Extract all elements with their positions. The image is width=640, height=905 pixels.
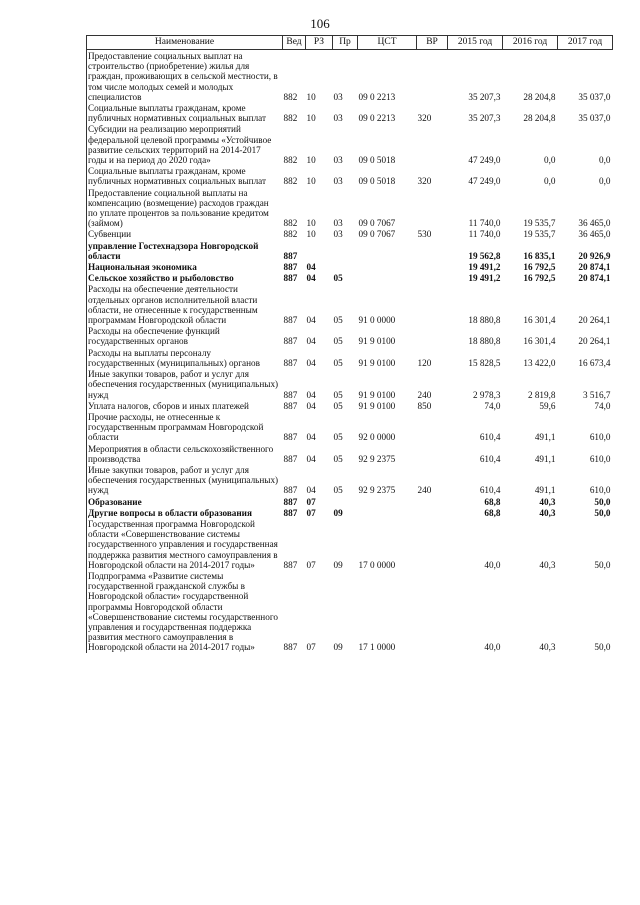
row-ved-cell: 887: [283, 389, 298, 400]
table-row: [87, 283, 613, 325]
table-row: [87, 518, 613, 570]
row-ved-cell: 887: [283, 357, 298, 368]
row-rz-cell: 07: [306, 642, 316, 653]
row-pr-cell: 03: [333, 155, 343, 166]
row-pr-cell: 05: [333, 485, 343, 496]
row-2017-cell: 0,0: [599, 176, 611, 187]
table-row: [87, 347, 613, 368]
row-name-cell: Другие вопросы в области образования: [87, 507, 283, 518]
row-ved-cell: 887: [283, 273, 298, 284]
table-row: [87, 261, 613, 272]
row-cst-cell: 91 0 0000: [358, 315, 396, 326]
row-cst-cell: 09 0 5018: [358, 155, 396, 166]
row-cst-cell: 92 9 2375: [358, 453, 396, 464]
row-name-cell: Мероприятия в области сельскохозяйственного производства: [87, 443, 283, 464]
row-vr-cell: [417, 123, 448, 165]
row-2015-cell: 74,0: [484, 400, 501, 411]
row-2017-cell: 20 874,1: [578, 273, 611, 284]
row-2015-cell: 11 740,0: [468, 229, 501, 240]
row-2016-cell: 16 792,5: [523, 273, 556, 284]
row-2016-cell: 40,3: [539, 496, 556, 507]
row-2016-cell: 491,1: [534, 453, 556, 464]
row-cst-cell: 91 9 0100: [358, 389, 396, 400]
row-2016-cell: 19 535,7: [523, 229, 556, 240]
row-pr-cell: 05: [333, 389, 343, 400]
table-row: [87, 368, 613, 400]
row-name-cell: Уплата налогов, сборов и иных платежей: [87, 400, 283, 411]
row-2016-cell: 2 819,8: [527, 389, 556, 400]
row-pr-cell: 05: [333, 273, 343, 284]
table-row: [87, 272, 613, 283]
table-row: [87, 570, 613, 653]
row-2016-cell: 491,1: [534, 432, 556, 443]
row-2017-cell: 36 465,0: [578, 229, 611, 240]
table-row: [87, 123, 613, 165]
table-row: [87, 411, 613, 443]
row-2017-cell: 16 673,4: [578, 357, 611, 368]
row-vr-cell: [417, 496, 448, 507]
row-ved-cell: 887: [283, 400, 298, 411]
row-2015-cell: 18 880,8: [468, 336, 501, 347]
row-name-cell: Образование: [87, 496, 283, 507]
row-2015-cell: 40,0: [484, 642, 501, 653]
row-2015-cell: 610,4: [479, 485, 501, 496]
row-2015-cell: 68,8: [484, 496, 501, 507]
table-row: [87, 400, 613, 411]
row-2017-cell: 0,0: [599, 155, 611, 166]
row-2015-cell: 47 249,0: [468, 176, 501, 187]
row-ved-cell: 882: [283, 155, 298, 166]
row-2015-cell: 18 880,8: [468, 315, 501, 326]
row-vr-cell: 240: [417, 485, 432, 496]
row-2017-cell: 610,0: [589, 485, 611, 496]
row-rz-cell: 10: [306, 176, 316, 187]
row-ved-cell: 887: [283, 262, 298, 273]
row-2017-cell: 3 516,7: [582, 389, 611, 400]
row-pr-cell: 03: [333, 229, 343, 240]
row-cst-cell: [358, 240, 417, 261]
row-rz-cell: 04: [306, 400, 316, 411]
row-ved-cell: 887: [283, 315, 298, 326]
row-name-cell: Расходы на выплаты персоналу государственных (муниципальных) органов: [87, 347, 283, 368]
header-vr: ВР: [417, 36, 448, 50]
row-2017-cell: 20 874,1: [578, 262, 611, 273]
row-rz-cell: 04: [306, 336, 316, 347]
row-2016-cell: 16 301,4: [523, 315, 556, 326]
row-2015-cell: 15 828,5: [468, 357, 501, 368]
row-name-cell: Субвенции: [87, 228, 283, 239]
row-2015-cell: 19 491,2: [468, 273, 501, 284]
header-name: Наименование: [87, 36, 283, 50]
row-pr-cell: 03: [333, 218, 343, 229]
row-cst-cell: 92 0 0000: [358, 432, 396, 443]
row-vr-cell: 120: [417, 357, 432, 368]
row-cst-cell: 17 1 0000: [358, 642, 396, 653]
row-pr-cell: 05: [333, 315, 343, 326]
row-name-cell: Предоставление социальных выплат на строительство (приобретение) жилья для граждан, проживающих в сельской местности, в том числе молодых семей и молодых специалистов: [87, 50, 283, 103]
row-2017-cell: 610,0: [589, 432, 611, 443]
row-2015-cell: 35 207,3: [468, 91, 501, 102]
table-row: [87, 507, 613, 518]
row-cst-cell: [358, 496, 417, 507]
row-vr-cell: [417, 518, 448, 570]
header-2015: 2015 год: [448, 36, 503, 50]
row-name-cell: Расходы на обеспечение деятельности отдельных органов исполнительной власти области, не отнесенные к государственным программам Новгородской области: [87, 283, 283, 325]
row-vr-cell: 320: [417, 113, 432, 124]
row-ved-cell: 882: [283, 113, 298, 124]
row-rz-cell: 04: [306, 432, 316, 443]
row-name-cell: Расходы на обеспечение функций государственных органов: [87, 325, 283, 346]
row-2016-cell: 28 204,8: [523, 91, 556, 102]
row-rz-cell: 04: [306, 315, 316, 326]
row-pr-cell: 09: [333, 507, 343, 518]
row-2017-cell: 20 926,9: [578, 250, 611, 261]
row-vr-cell: [417, 325, 448, 346]
row-ved-cell: 882: [283, 91, 298, 102]
row-vr-cell: 530: [417, 229, 432, 240]
header-ved: Вед: [283, 36, 306, 50]
row-name-cell: Субсидии на реализацию мероприятий федеральной целевой программы «Устойчивое развитие сельских территорий на 2014-2017 годы и на период до 2020 года»: [87, 123, 283, 165]
row-cst-cell: 91 9 0100: [358, 357, 396, 368]
row-name-cell: Прочие расходы, не отнесенные к государственным программам Новгородской области: [87, 411, 283, 443]
table-row: [87, 496, 613, 507]
row-pr-cell: 05: [333, 432, 343, 443]
row-2016-cell: 59,6: [539, 400, 556, 411]
row-ved-cell: 882: [283, 229, 298, 240]
row-rz-cell: 10: [306, 113, 316, 124]
row-vr-cell: [417, 443, 448, 464]
row-name-cell: Предоставление социальной выплаты на компенсацию (возмещение) расходов граждан по уплате процентов за пользование кредитом (займом): [87, 187, 283, 229]
row-2016-cell: 19 535,7: [523, 218, 556, 229]
row-2017-cell: 50,0: [594, 559, 611, 570]
row-rz-cell: [306, 240, 333, 261]
table-row: [87, 240, 613, 261]
row-2017-cell: 20 264,1: [578, 315, 611, 326]
table-body: [87, 50, 613, 653]
row-rz-cell: 10: [306, 155, 316, 166]
table-row: [87, 165, 613, 186]
row-name-cell: Иные закупки товаров, работ и услуг для обеспечения государственных (муниципальных) нужд: [87, 464, 283, 496]
row-cst-cell: 91 9 0100: [358, 336, 396, 347]
row-cst-cell: [358, 272, 417, 283]
row-name-cell: Социальные выплаты гражданам, кроме публичных нормативных социальных выплат: [87, 102, 283, 123]
row-2017-cell: 50,0: [594, 496, 611, 507]
header-2016: 2016 год: [503, 36, 558, 50]
row-cst-cell: 91 9 0100: [358, 400, 396, 411]
budget-table: [86, 35, 613, 653]
row-cst-cell: 09 0 7067: [358, 229, 396, 240]
row-2017-cell: 35 037,0: [578, 113, 611, 124]
row-2016-cell: 0,0: [544, 155, 556, 166]
row-vr-cell: [417, 411, 448, 443]
row-rz-cell: 04: [306, 485, 316, 496]
row-rz-cell: 04: [306, 273, 316, 284]
row-2016-cell: 491,1: [534, 485, 556, 496]
row-pr-cell: 05: [333, 336, 343, 347]
row-2016-cell: 0,0: [544, 176, 556, 187]
row-ved-cell: 887: [283, 336, 298, 347]
row-name-cell: Национальная экономика: [87, 261, 283, 272]
row-ved-cell: 887: [283, 559, 298, 570]
row-rz-cell: 07: [306, 559, 316, 570]
row-2015-cell: 47 249,0: [468, 155, 501, 166]
row-pr-cell: 05: [333, 357, 343, 368]
row-2015-cell: 610,4: [479, 432, 501, 443]
row-rz-cell: 04: [306, 357, 316, 368]
row-pr-cell: [333, 261, 358, 272]
row-pr-cell: 05: [333, 453, 343, 464]
row-name-cell: Сельское хозяйство и рыболовство: [87, 272, 283, 283]
row-pr-cell: 03: [333, 113, 343, 124]
row-vr-cell: [417, 283, 448, 325]
header-2017: 2017 год: [558, 36, 613, 50]
row-vr-cell: 320: [417, 176, 432, 187]
row-2015-cell: 11 740,0: [468, 218, 501, 229]
row-ved-cell: 882: [283, 218, 298, 229]
row-ved-cell: 887: [283, 453, 298, 464]
row-rz-cell: 10: [306, 218, 316, 229]
table-header-row: [87, 36, 613, 50]
row-vr-cell: [417, 240, 448, 261]
row-rz-cell: 10: [306, 91, 316, 102]
row-ved-cell: 887: [283, 250, 298, 261]
row-rz-cell: 10: [306, 229, 316, 240]
row-cst-cell: 09 0 2213: [358, 113, 396, 124]
row-rz-cell: 04: [306, 262, 316, 273]
row-2016-cell: 40,3: [539, 559, 556, 570]
table-row: [87, 228, 613, 239]
row-cst-cell: 17 0 0000: [358, 559, 396, 570]
row-ved-cell: 887: [283, 496, 298, 507]
row-2016-cell: 40,3: [539, 507, 556, 518]
table-row: [87, 50, 613, 103]
row-pr-cell: 05: [333, 400, 343, 411]
row-cst-cell: [358, 261, 417, 272]
row-2016-cell: 28 204,8: [523, 113, 556, 124]
table-row: [87, 325, 613, 346]
row-2017-cell: 36 465,0: [578, 218, 611, 229]
row-2016-cell: 40,3: [539, 642, 556, 653]
row-ved-cell: 887: [283, 485, 298, 496]
row-2017-cell: 50,0: [594, 507, 611, 518]
row-vr-cell: [417, 507, 448, 518]
row-pr-cell: [333, 240, 358, 261]
row-2017-cell: 74,0: [594, 400, 611, 411]
row-2017-cell: 20 264,1: [578, 336, 611, 347]
row-2016-cell: 16 301,4: [523, 336, 556, 347]
row-pr-cell: 09: [333, 559, 343, 570]
row-vr-cell: [417, 261, 448, 272]
row-vr-cell: [417, 50, 448, 103]
page-number: 106: [310, 16, 330, 31]
row-vr-cell: [417, 187, 448, 229]
row-2015-cell: 2 978,3: [472, 389, 501, 400]
row-name-cell: Иные закупки товаров, работ и услуг для обеспечения государственных (муниципальных) нужд: [87, 368, 283, 400]
row-pr-cell: 03: [333, 91, 343, 102]
row-2017-cell: 50,0: [594, 642, 611, 653]
row-name-cell: управление Гостехнадзора Новгородской области: [87, 240, 283, 261]
header-cst: ЦСТ: [358, 36, 417, 50]
row-vr-cell: [417, 570, 448, 653]
row-rz-cell: 07: [306, 496, 316, 507]
row-ved-cell: 887: [283, 507, 298, 518]
row-cst-cell: [358, 507, 417, 518]
row-ved-cell: 887: [283, 432, 298, 443]
header-pr: Пр: [333, 36, 358, 50]
row-vr-cell: 240: [417, 389, 432, 400]
row-2016-cell: 16 792,5: [523, 262, 556, 273]
row-cst-cell: 92 9 2375: [358, 485, 396, 496]
row-cst-cell: 09 0 2213: [358, 91, 396, 102]
row-ved-cell: 887: [283, 642, 298, 653]
table-row: [87, 187, 613, 229]
row-rz-cell: 04: [306, 453, 316, 464]
header-rz: РЗ: [306, 36, 333, 50]
row-ved-cell: 882: [283, 176, 298, 187]
row-pr-cell: [333, 496, 358, 507]
row-2015-cell: 35 207,3: [468, 113, 501, 124]
row-rz-cell: 04: [306, 389, 316, 400]
row-rz-cell: 07: [306, 507, 316, 518]
row-vr-cell: 850: [417, 400, 432, 411]
table-row: [87, 443, 613, 464]
row-2017-cell: 35 037,0: [578, 91, 611, 102]
row-2015-cell: 40,0: [484, 559, 501, 570]
row-name-cell: Социальные выплаты гражданам, кроме публичных нормативных социальных выплат: [87, 165, 283, 186]
table-row: [87, 464, 613, 496]
row-2015-cell: 19 562,8: [468, 250, 501, 261]
row-pr-cell: 09: [333, 642, 343, 653]
row-vr-cell: [417, 272, 448, 283]
row-2015-cell: 610,4: [479, 453, 501, 464]
row-cst-cell: 09 0 7067: [358, 218, 396, 229]
row-pr-cell: 03: [333, 176, 343, 187]
row-2015-cell: 68,8: [484, 507, 501, 518]
row-name-cell: Государственная программа Новгородской области «Совершенствование системы государственного управления и государственная поддержка развития местного самоуправления в Новгородской области на 2014-2017 годы»: [87, 518, 283, 570]
row-2016-cell: 13 422,0: [523, 357, 556, 368]
table-row: [87, 102, 613, 123]
row-2016-cell: 16 835,1: [523, 250, 556, 261]
row-name-cell: Подпрограмма «Развитие системы государственной гражданской службы в Новгородской области» государственной программы Новгородской области «Совершенствование системы государственного управления и государственная поддержка развития местного самоуправления в Новгородской области на 2014-2017 годы»: [87, 570, 283, 653]
row-2015-cell: 19 491,2: [468, 262, 501, 273]
row-2017-cell: 610,0: [589, 453, 611, 464]
row-cst-cell: 09 0 5018: [358, 176, 396, 187]
